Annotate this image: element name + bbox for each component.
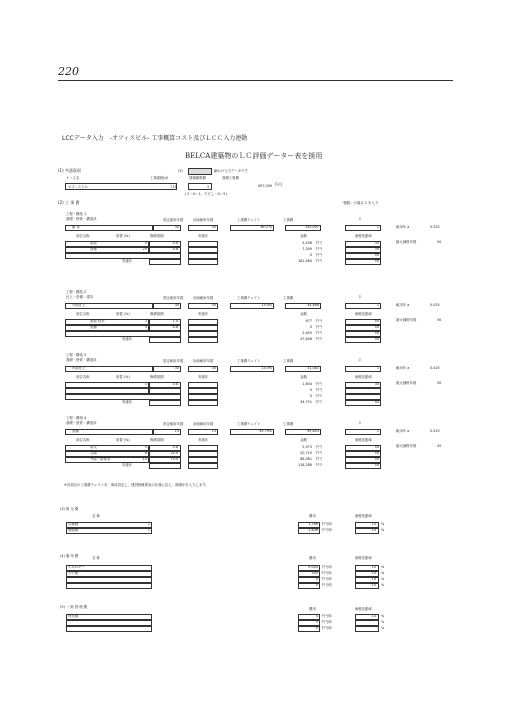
rate-header: 価格変動率 xyxy=(355,234,372,238)
energy-rate: 10 xyxy=(371,571,376,575)
subtotal-label: 実施年 xyxy=(122,400,133,404)
cost-value: 99,853 xyxy=(307,429,319,433)
cost-line-unit: 千円 xyxy=(315,400,322,404)
cost-line-value: 118,288 xyxy=(297,463,312,467)
down-arrow-icon: ⇩ xyxy=(358,357,362,362)
col-total: 建築概算費 xyxy=(189,176,206,180)
cost-line-unit: 千円 xyxy=(315,319,322,323)
other-col-rate: 価格変動率 xyxy=(355,607,372,611)
works-footnote: ※各項目の工事費ウェイトを、事前設定し、建設物概算表の仕様に応じ、修繕年を入力します。 xyxy=(64,483,209,487)
energy-pct: % xyxy=(381,583,385,587)
rate-header: 価格変動率 xyxy=(355,375,372,379)
group-row-name: 外部仕上 xyxy=(72,303,86,307)
other-row-name: 保安費 xyxy=(68,614,79,618)
other-cost: 0 xyxy=(315,620,318,624)
energy-cost: 9,000 xyxy=(308,565,318,569)
sub-header: 部位名称 xyxy=(76,438,90,442)
plan-life-value: 30 xyxy=(211,366,216,370)
total-value: 3 xyxy=(206,184,209,189)
sub-header: 修繕周期 xyxy=(150,312,164,316)
sub-header: 取替 (%) xyxy=(116,375,130,379)
energy-cost: 0 xyxy=(315,583,318,587)
sub-header: 取替 (%) xyxy=(116,312,130,316)
sub-row-a: 25 xyxy=(142,247,147,251)
col-case: ケース名 xyxy=(66,176,80,180)
col-stock: 面積工事費 xyxy=(222,176,239,180)
cost-header: 金額 xyxy=(300,234,307,238)
cost-line-value: 677 xyxy=(305,319,312,323)
subtotal-field xyxy=(149,400,181,406)
repair-rate: 10 xyxy=(371,528,376,532)
group-col-label: 工事費 xyxy=(283,218,294,222)
sub-header: 取替 (%) xyxy=(116,234,130,238)
rate-value: 50 xyxy=(374,325,379,329)
rate-value: 30 xyxy=(374,382,379,386)
cost-line-unit: 千円 xyxy=(315,259,322,263)
cost-line-value: 0 xyxy=(309,394,312,398)
cost-line-unit: 千円 xyxy=(315,394,322,398)
rate-value: 50 xyxy=(374,253,379,257)
cost-line-value: 4,536 xyxy=(302,241,312,245)
group-subhead: 基礎・鉄骨・構造体 xyxy=(66,358,97,362)
cost-line-unit: 千円 xyxy=(315,382,322,386)
document-heading: LCCデータ入力 -オフィスビル- 工事概算コスト及びＬＣＣ入力連動 xyxy=(62,135,248,142)
repair-row-v: 1 xyxy=(147,522,150,526)
side2-label: 最大価格年数 xyxy=(396,318,417,322)
subtotal-label: 実施年 xyxy=(122,463,133,467)
sub-row-name: 外装・給排水 xyxy=(90,457,111,461)
cost-value: 150,097 xyxy=(304,225,319,229)
cost-header: 金額 xyxy=(300,375,307,379)
cost-line-unit: 千円 xyxy=(315,445,322,449)
weight-value: 36.0 % xyxy=(260,225,272,229)
other-unit: 千円/年 xyxy=(321,620,333,624)
group-col-label: 工事費ウェイト xyxy=(237,359,261,363)
repair-row-name: 修繕費 xyxy=(68,528,79,532)
sub-row-b: 70.0 xyxy=(170,457,178,461)
repair-cost: 2,836 xyxy=(308,528,318,532)
plan-year-label: 実施年 xyxy=(198,234,209,238)
sub-header: 修繕周期 xyxy=(150,375,164,379)
design-life-value: 30 xyxy=(174,303,179,307)
energy-unit: 千円/年 xyxy=(321,565,333,569)
cost-line-value: 47,608 xyxy=(300,337,312,341)
cost-line-value: 2,605 xyxy=(302,331,312,335)
side2-value: 50 xyxy=(437,318,442,322)
rate-value: 50 xyxy=(374,319,379,323)
sub-row-name: 空調 xyxy=(90,451,97,455)
cost-line-value: 0 xyxy=(309,388,312,392)
cost-line-value: 7,349 xyxy=(302,247,312,251)
group-head: 工程・構造 1 xyxy=(66,212,87,216)
energy-rate: 10 xyxy=(371,577,376,581)
other-title: (5) 一 般 管 理 費 xyxy=(60,605,88,609)
cost-line-value: 20,710 xyxy=(300,451,312,455)
total-field[interactable] xyxy=(188,183,212,190)
sub-row-b: 0.8 xyxy=(172,247,178,251)
repair-unit: 千円/年 xyxy=(321,528,333,532)
repair-unit: 千円/年 xyxy=(321,522,333,526)
side-value: 0.025 xyxy=(430,303,440,307)
plan-year-label: 実施年 xyxy=(198,312,209,316)
cost-value: 31,081 xyxy=(307,366,319,370)
side2-label: 最大価格年数 xyxy=(396,381,417,385)
group-subhead: 基礎・鉄骨・構造体 xyxy=(66,217,97,221)
cost-line-value: 2,973 xyxy=(302,445,312,449)
sub-row-b: 0.8 xyxy=(172,445,178,449)
energy-row-name: エネルギー xyxy=(68,565,85,569)
subtotal-plan xyxy=(188,400,218,406)
group-col-label: 工事費 xyxy=(283,359,294,363)
subtotal-label: 実施年 xyxy=(122,259,133,263)
group-head: 工程・構造 3 xyxy=(66,353,87,357)
subtotal-field xyxy=(149,463,181,469)
subtotal-plan xyxy=(188,337,218,343)
energy-row-name: その他 xyxy=(68,571,79,575)
sub-row-b: 20.0 xyxy=(170,451,178,455)
header-rule xyxy=(58,80,453,81)
group-col-label: 計画耐用年数 xyxy=(193,218,214,222)
side-value: 0.025 xyxy=(430,366,440,370)
sub-row-b: 0.8 xyxy=(172,241,178,245)
rate-value: 50 xyxy=(374,463,379,467)
repair-pct: % xyxy=(381,522,385,526)
cost-line-unit: 千円 xyxy=(315,247,322,251)
cost-line-value: 181,484 xyxy=(297,259,312,263)
floor-value: 712 xyxy=(170,184,177,189)
sub-row-a: 2 xyxy=(144,319,147,323)
energy-pct: % xyxy=(381,565,385,569)
input-legend-swatch xyxy=(188,168,212,175)
sub-header: 部位名称 xyxy=(76,312,90,316)
col-floor: 工事面積/㎡ xyxy=(150,176,169,180)
group-col-label: 計画耐用年数 xyxy=(193,296,214,300)
energy-cost: 0 xyxy=(315,577,318,581)
group-head: 工程・構造 4 xyxy=(66,416,87,420)
page-number: 220 xyxy=(58,65,79,78)
sub-row-a: 8 xyxy=(144,451,147,455)
cost-line-unit: 千円 xyxy=(315,463,322,467)
works-title: (2) 工 事 費 xyxy=(58,200,80,205)
cost-line-unit: 千円 xyxy=(315,253,322,257)
sub-header: 部位名称 xyxy=(76,375,90,379)
group-subhead: 基礎・鉄骨・構造体 xyxy=(66,421,97,425)
other-col-cost: 費用 xyxy=(309,607,316,611)
plan-year-label: 実施年 xyxy=(198,438,209,442)
energy-pct: % xyxy=(381,577,385,581)
side-value: 0.025 xyxy=(430,225,440,229)
energy-unit: 千円/年 xyxy=(321,583,333,587)
rate-header: 価格変動率 xyxy=(355,312,372,316)
update-value: 1 xyxy=(376,366,379,370)
cost-line-value: 34,751 xyxy=(300,400,312,404)
works-note: 「個数」の場合 1 を入力 xyxy=(340,201,379,205)
group-col-label: 工事費ウェイト xyxy=(237,422,261,426)
cost-line-unit: 千円 xyxy=(315,337,322,341)
repair-row-name: 点検費 xyxy=(68,522,79,526)
sub-row-name: 電気 xyxy=(90,445,97,449)
group-subhead: 仕上・設備・建具 xyxy=(66,295,94,299)
other-pct: % xyxy=(381,620,385,624)
other-row[interactable] xyxy=(66,626,152,632)
side2-value: 20 xyxy=(437,444,442,448)
rate-value: 50 xyxy=(374,457,379,461)
design-life-value: 15 xyxy=(174,429,179,433)
weight-value: 13.0% xyxy=(261,366,272,370)
cost-header: 金額 xyxy=(300,312,307,316)
plan-life-value: 30 xyxy=(211,225,216,229)
energy-cost: 350 xyxy=(311,571,318,575)
plan-life-value: 30 xyxy=(211,303,216,307)
sub-row-name: 設備 xyxy=(90,325,97,329)
side2-label: 最大価格年数 xyxy=(396,240,417,244)
other-rate: 10 xyxy=(371,614,376,618)
energy-col-name: 名 称 xyxy=(92,556,100,560)
other-rate-field[interactable] xyxy=(355,626,379,632)
side-label: 耐用年 a xyxy=(396,303,410,307)
side2-label: 最大価格年数 xyxy=(396,444,417,448)
cost-value: 34,468 xyxy=(307,303,319,307)
group-head: 工程・構造 2 xyxy=(66,290,87,294)
common-note: (５～0＝1、ただし～0＝5) xyxy=(185,192,227,196)
repair-cost: 3,766 xyxy=(308,522,318,526)
energy-col-cost: 費用 xyxy=(309,556,316,560)
energy-pct: % xyxy=(381,571,385,575)
side-label: 耐用年 a xyxy=(396,225,410,229)
side-label: 耐用年 a xyxy=(396,366,410,370)
energy-rate: 10 xyxy=(371,565,376,569)
subtotal-plan xyxy=(188,259,218,265)
subtotal-plan xyxy=(188,463,218,469)
repair-col-rate: 価格変動率 xyxy=(355,514,372,518)
sub-row-a: 1 xyxy=(144,382,147,386)
cost-line-value: 0 xyxy=(309,325,312,329)
case-value: オフィスビル xyxy=(68,184,88,189)
design-life-value: 30 xyxy=(174,366,179,370)
cost-line-value: 1,804 xyxy=(302,382,312,386)
sub-row-name: 屋根 xyxy=(90,241,97,245)
sub-row-a: 15 xyxy=(142,457,147,461)
weight-value: 13.0% xyxy=(261,303,272,307)
cost-line-unit: 千円 xyxy=(315,388,322,392)
update-value: 1 xyxy=(376,429,379,433)
rate-value: 30 xyxy=(374,241,379,245)
other-unit: 千円/年 xyxy=(321,626,333,630)
document-subtitle: BELCA建築物のＬＣ評価データー表を援用 xyxy=(185,152,323,160)
subtotal-label: 実施年 xyxy=(122,337,133,341)
input-legend-note: 網かけ入力データです xyxy=(214,169,248,173)
sub-row-name: 屋根 防水 xyxy=(90,319,105,323)
rate-value: 50 xyxy=(374,451,379,455)
weight-value: 39.79% xyxy=(259,429,272,433)
repair-col-cost: 費用 xyxy=(309,514,316,518)
side2-value: 50 xyxy=(437,240,442,244)
cost-line-unit: 千円 xyxy=(315,241,322,245)
subtotal-field xyxy=(149,337,181,343)
side-label: 耐用年 a xyxy=(396,429,410,433)
other-cost: 0 xyxy=(315,626,318,630)
sub-header: 修繕周期 xyxy=(150,234,164,238)
plan-life-value: 15 xyxy=(211,429,216,433)
group-col-label: 設定耐用年数 xyxy=(163,422,184,426)
cost-header: 金額 xyxy=(300,438,307,442)
sub-row-a: 5 xyxy=(144,445,147,449)
stock-value: 407,000 xyxy=(258,184,273,188)
common-unit: (5) xyxy=(178,169,183,173)
repair-title: (3) 保 全 費 xyxy=(60,507,79,511)
rate-value: 50 xyxy=(374,445,379,449)
common-title: (1) 共通事項 xyxy=(58,168,81,173)
group-col-label: 工事費ウェイト xyxy=(237,296,261,300)
side-value: 0.015 xyxy=(430,429,440,433)
sub-row-a: 5 xyxy=(144,325,147,329)
cost-line-unit: 千円 xyxy=(315,457,322,461)
energy-rate: 10 xyxy=(371,583,376,587)
sub-header: 部位名称 xyxy=(76,234,90,238)
cost-line-value: 88,061 xyxy=(300,457,312,461)
cost-line-value: 0 xyxy=(309,253,312,257)
update-value: 1 xyxy=(376,303,379,307)
repair-pct: % xyxy=(381,528,385,532)
cost-line-unit: 千円 xyxy=(315,331,322,335)
energy-row[interactable] xyxy=(66,583,152,589)
group-col-label: 工事費 xyxy=(283,422,294,426)
sub-row-name: 設備 xyxy=(90,247,97,251)
energy-unit: 千円/年 xyxy=(321,571,333,575)
down-arrow-icon: ⇩ xyxy=(358,216,362,221)
group-col-label: 設定耐用年数 xyxy=(163,218,184,222)
group-row-name: 躯 体 xyxy=(72,225,80,229)
group-row-name: 内部仕上 xyxy=(72,366,86,370)
sub-row-b: 0.8 xyxy=(172,382,178,386)
down-arrow-icon: ⇩ xyxy=(358,294,362,299)
sub-header: 取替 (%) xyxy=(116,438,130,442)
cost-line-unit: 千円 xyxy=(315,325,322,329)
rate-value: 30 xyxy=(374,247,379,251)
energy-col-rate: 価格変動率 xyxy=(355,556,372,560)
rate-value: 50 xyxy=(374,337,379,341)
update-value: 1 xyxy=(376,225,379,229)
repair-rate: 10 xyxy=(371,522,376,526)
other-pct: % xyxy=(381,626,385,630)
repair-col-name: 名 称 xyxy=(92,514,100,518)
group-col-label: 工事費 xyxy=(283,296,294,300)
energy-title: (4) 運 用 費 xyxy=(60,554,79,558)
case-field[interactable] xyxy=(65,183,177,190)
group-col-label: 計画耐用年数 xyxy=(193,422,214,426)
down-arrow-icon: ⇩ xyxy=(358,420,362,425)
group-row-name: 設備 xyxy=(72,429,79,433)
group-col-label: 設定耐用年数 xyxy=(163,296,184,300)
rate-header: 価格変動率 xyxy=(355,438,372,442)
cost-line-unit: 千円 xyxy=(315,451,322,455)
sub-row-a: 5 xyxy=(144,241,147,245)
subtotal-field xyxy=(149,259,181,265)
rate-value: 50 xyxy=(374,400,379,404)
other-pct: % xyxy=(381,614,385,618)
group-col-label: 設定耐用年数 xyxy=(163,359,184,363)
sub-row-b: 0.8 xyxy=(172,325,178,329)
other-unit: 千円/年 xyxy=(321,614,333,618)
side2-value: 50 xyxy=(437,381,442,385)
rate-value: 50 xyxy=(374,259,379,263)
group-col-label: 工事費ウェイト xyxy=(237,218,261,222)
unit-yen: 千円 xyxy=(274,182,282,187)
rate-value: 50 xyxy=(374,331,379,335)
repair-row-v: 1 xyxy=(147,528,150,532)
sub-header: 修繕周期 xyxy=(150,438,164,442)
sub-row-b: 1.0 xyxy=(172,319,178,323)
energy-unit: 千円/年 xyxy=(321,577,333,581)
group-col-label: 計画耐用年数 xyxy=(193,359,214,363)
other-cost: 0 xyxy=(315,614,318,618)
plan-year-label: 実施年 xyxy=(198,375,209,379)
design-life-value: 30 xyxy=(174,225,179,229)
